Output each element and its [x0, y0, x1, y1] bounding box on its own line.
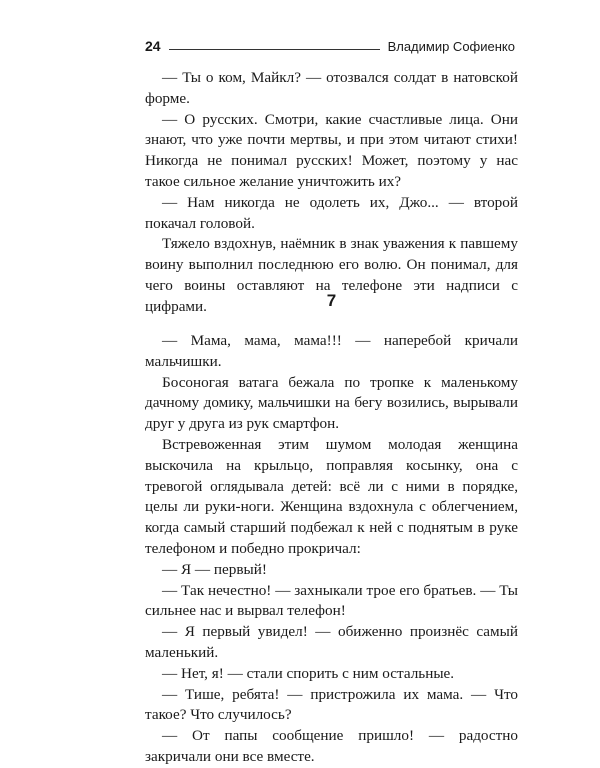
- paragraph: — Я — первый!: [162, 560, 267, 578]
- page-number: 24: [145, 38, 161, 54]
- paragraph: Босоногая ватага бежала по тропке к маленькому дачному домику, мальчишки на бегу возились, вырывали друг у друга из рук смартфон.: [145, 373, 518, 433]
- paragraph: — Так нечестно! — захныкали трое его братьев. — Ты сильнее нас и вырвал телефон!: [145, 581, 518, 620]
- paragraph: — Тише, ребята! — пристрожила их мама. — Что такое? Что случилось?: [145, 685, 518, 724]
- paragraph: — От папы сообщение пришло! — радостно закричали они все вместе.: [145, 727, 518, 765]
- chapter-number: 7: [326, 291, 337, 310]
- author-name: Владимир Софиенко: [387, 38, 515, 54]
- paragraph: — О русских. Смотри, какие счастливые лица. Они знают, что уже почти мертвы, и при этом читают стихи! Никогда не понимал русских! Может, поэтому у нас такое сильное желание уничтожить их?: [145, 110, 518, 190]
- paragraph: Тяжело вздохнув, наёмник в знак уважения к павшему воину выполнил последнюю его волю. Он понимал, для чего воины оставляют на телефоне эти надписи с цифрами.: [145, 235, 518, 315]
- paragraph: — Ты о ком, Майкл? — отозвался солдат в натовской форме.: [145, 69, 518, 107]
- paragraph: — Я первый увидел! — обиженно произнёс самый маленький.: [145, 623, 518, 661]
- paragraph: Встревоженная этим шумом молодая женщина выскочила на крыльцо, поправляя косынку, она с тревогой оглядывала детей: всё ли с ними в порядке, целы ли руки-ноги. Женщина вздохнула с облегчением, когда самый старший подбежал к ней с поднятым в руке телефоном и победно прокричал:: [145, 435, 518, 557]
- text-block-before-chapter: [145, 68, 518, 318]
- text-block-chapter-body: [145, 331, 518, 768]
- header-rule: [169, 49, 380, 50]
- paragraph: — Нет, я! — стали спорить с ним остальные.: [162, 664, 455, 682]
- paragraph: — Нам никогда не одолеть их, Джо... — второй покачал головой.: [145, 193, 518, 232]
- running-header: [145, 36, 515, 56]
- paragraph: — Мама, мама, мама!!! — наперебой кричали мальчишки.: [145, 332, 518, 370]
